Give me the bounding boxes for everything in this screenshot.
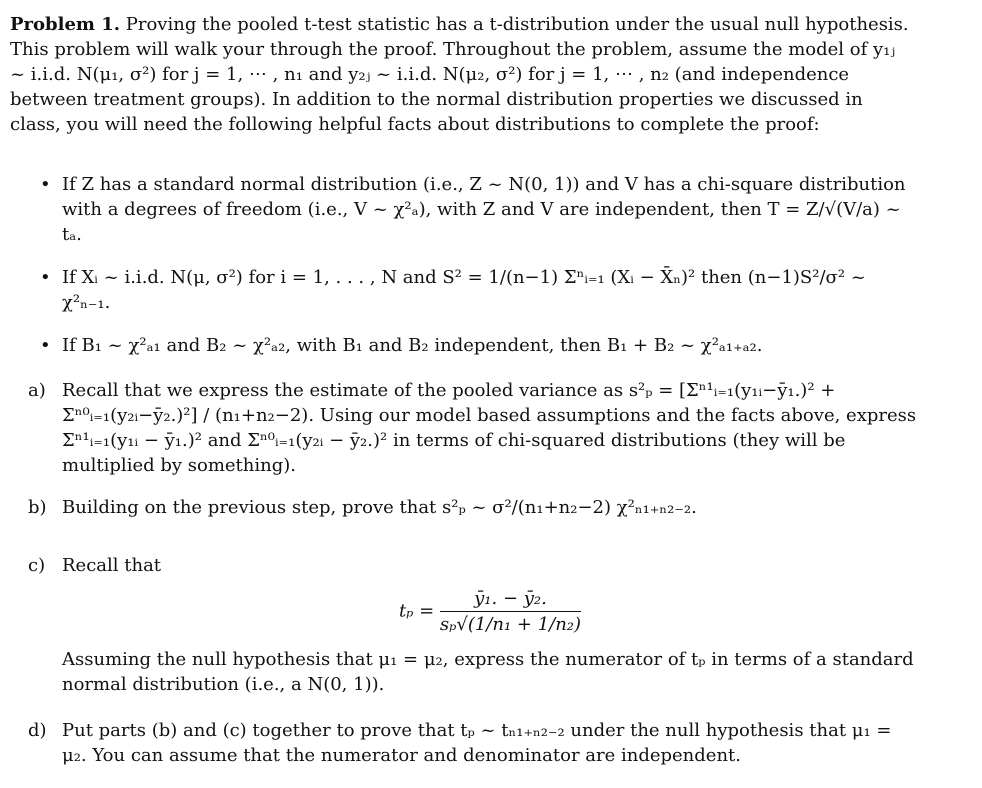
part-a-text: Recall that we express the estimate of the pooled variance as s²ₚ = [Σⁿ¹ᵢ₌₁(y₁ᵢ−ȳ₁.)² + Σⁿ⁰ᵢ₌₁(y₂ᵢ−ȳ₂.)²] / (n₁+n₂−2). Using our model based assumptions and the facts above, express Σⁿ¹ᵢ₌₁(y₁ᵢ − ȳ₁.)² and Σⁿ⁰ᵢ₌₁(y₂ᵢ − ȳ₂.)² in terms of chi-squared distributions (they will be multiplied by something). [62, 380, 917, 476]
part-c-intro: Recall that [62, 555, 162, 576]
facts-list [38, 172, 918, 376]
part-d [28, 718, 918, 768]
part-a [28, 378, 918, 478]
part-d-text: Put parts (b) and (c) together to prove that tₚ ~ tₙ₁₊ₙ₂₋₂ under the null hypothesis that μ₁ = μ₂. You can assume that the numerator and denominator are independent. [62, 720, 892, 766]
fact-item [38, 333, 918, 358]
fact-text: If Z has a standard normal distribution (i.e., Z ~ N(0, 1)) and V has a chi-square distribution with a degrees of freedom (i.e., V ~ χ²ₐ), with Z and V are independent, then T = Z/√(V/a) ~ tₐ. [62, 174, 906, 245]
tp-equation [62, 586, 918, 637]
part-c [28, 553, 918, 697]
tp-fraction [440, 586, 581, 637]
part-b [28, 495, 918, 520]
fact-text: If B₁ ~ χ²ₐ₁ and B₂ ~ χ²ₐ₂, with B₁ and B₂ independent, then B₁ + B₂ ~ χ²ₐ₁₊ₐ₂. [62, 335, 763, 356]
tp-equation-lhs: tₚ = [398, 600, 435, 622]
fact-item [38, 172, 918, 247]
part-d-label: d) [28, 720, 47, 741]
bullet-icon: • [40, 267, 51, 288]
fact-text: If Xᵢ ~ i.i.d. N(μ, σ²) for i = 1, . . . , N and S² = 1/(n−1) Σⁿᵢ₌₁ (Xᵢ − X̄ₙ)² then (n−1)S²/σ² ~ χ²ₙ₋₁. [62, 267, 866, 313]
part-c-text: Assuming the null hypothesis that μ₁ = μ₂, express the numerator of tₚ in terms of a standard normal distribution (i.e., a N(0, 1)). [62, 649, 914, 695]
part-b-label: b) [28, 497, 47, 518]
problem-intro [10, 12, 915, 137]
bullet-icon: • [40, 174, 51, 195]
fact-item [38, 265, 918, 315]
part-c-label: c) [28, 555, 46, 576]
part-a-label: a) [28, 380, 46, 401]
part-b-text: Building on the previous step, prove that s²ₚ ~ σ²/(n₁+n₂−2) χ²ₙ₁₊ₙ₂₋₂. [62, 497, 697, 518]
tp-numerator: ȳ₁. − ȳ₂. [440, 586, 581, 612]
problem-intro-text: Proving the pooled t-test statistic has a t-distribution under the usual null hypothesis. This problem will walk your through the proof. Throughout the problem, assume the model of y₁ⱼ ~ i.i.d. N(μ₁, σ²) for j = 1, ⋯ , n₁ and y₂ⱼ ~ i.i.d. N(μ₂, σ²) for j = 1, ⋯ , n₂ (and independence between treatment groups). In addition to the normal distribution properties we discussed in class, you will need the following helpful facts about distributions to complete the proof: [10, 14, 909, 135]
tp-denominator: sₚ√(1/n₁ + 1/n₂) [439, 614, 582, 635]
problem-label: Problem 1. [10, 14, 121, 35]
bullet-icon: • [40, 335, 51, 356]
